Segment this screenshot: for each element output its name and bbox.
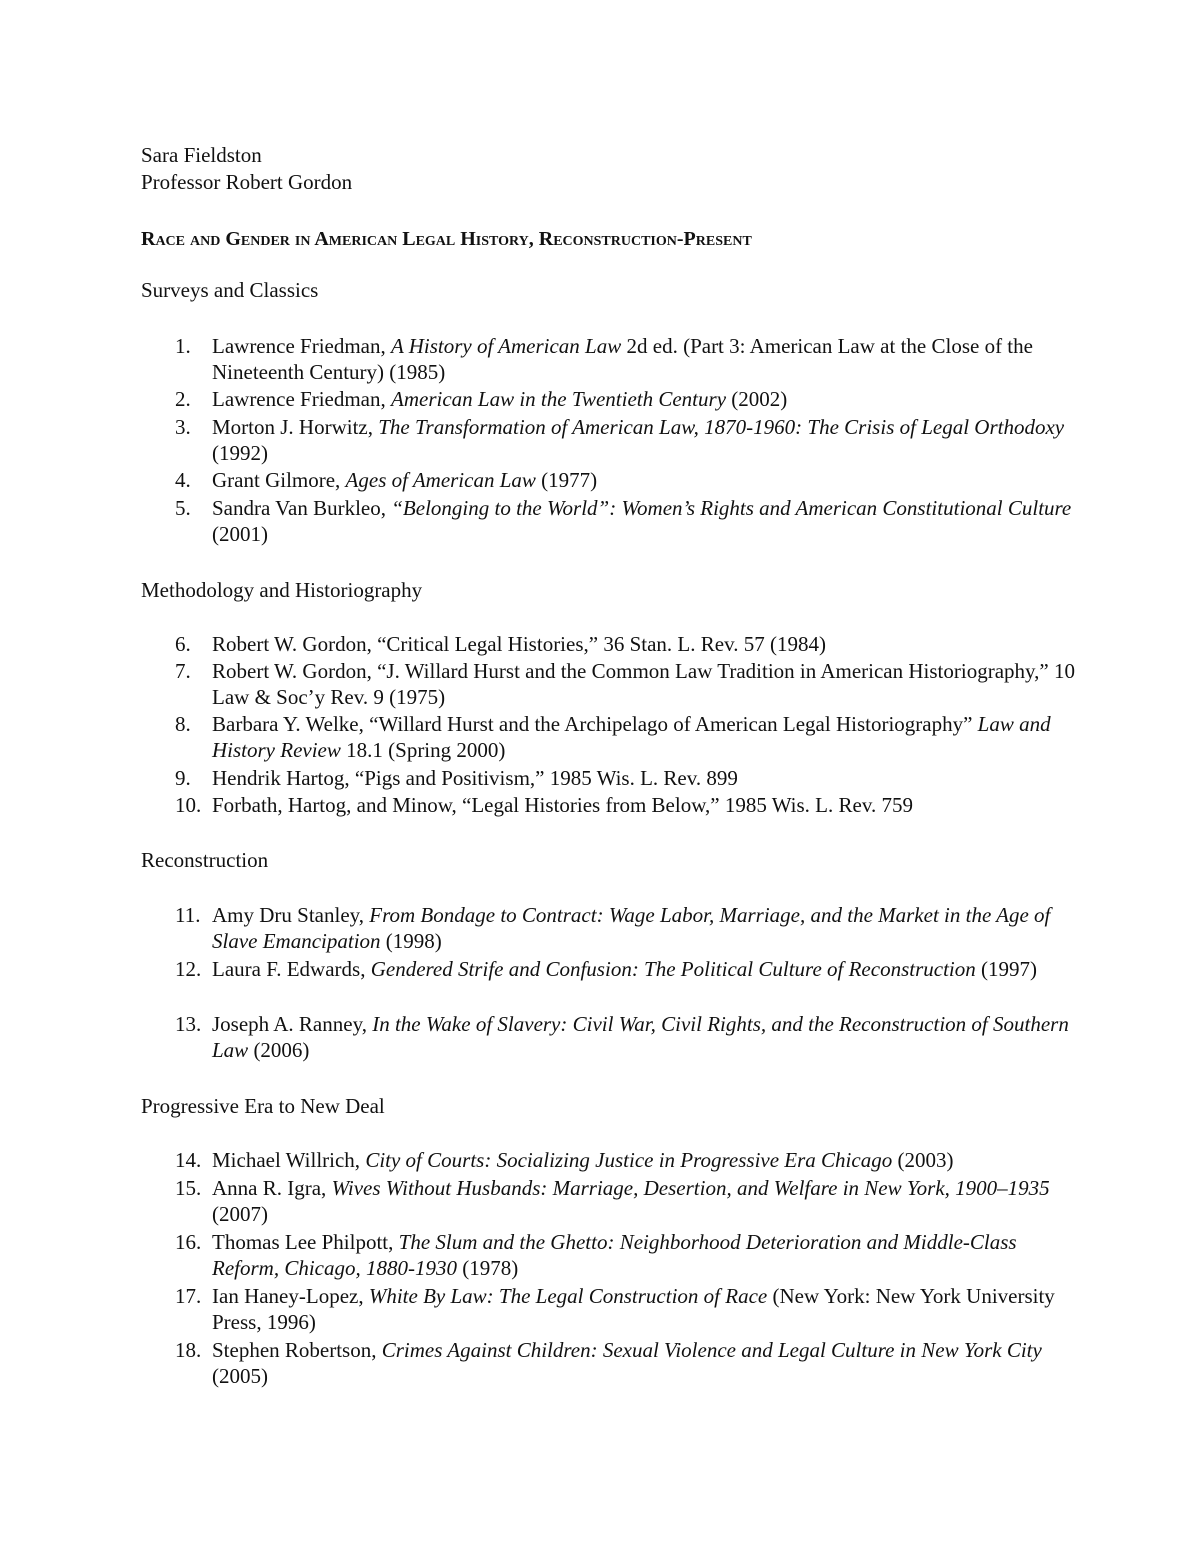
- list-item: [175, 1175, 1075, 1227]
- section-heading-progressive-era: Progressive Era to New Deal: [141, 1094, 385, 1118]
- list-item: [175, 711, 1075, 763]
- section-heading-surveys: Surveys and Classics: [141, 278, 319, 302]
- list-item: [175, 1011, 1075, 1063]
- list-item: [175, 495, 1075, 547]
- page-title: Race and Gender in American Legal History, Reconstruction-Present: [141, 228, 752, 250]
- list-item: [175, 1147, 1075, 1173]
- entry-text: Robert W. Gordon, “Critical Legal Histories,” 36 Stan. L. Rev. 57 (1984): [212, 632, 826, 656]
- entry-text: Amy Dru Stanley, From Bondage to Contract: Wage Labor, Marriage, and the Market in the Age of Slave Emancipation (1998): [212, 903, 1051, 953]
- entry-text: Joseph A. Ranney, In the Wake of Slavery: Civil War, Civil Rights, and the Reconstruction of Southern Law (2006): [212, 1012, 1069, 1062]
- entry-number: 9.: [175, 766, 191, 790]
- entry-number: 10.: [175, 793, 202, 817]
- list-item: [175, 1283, 1075, 1335]
- entry-text: Laura F. Edwards, Gendered Strife and Confusion: The Political Culture of Reconstruction (1997): [212, 957, 1037, 981]
- entry-text: Stephen Robertson, Crimes Against Children: Sexual Violence and Legal Culture in New York City (2005): [212, 1338, 1042, 1388]
- entry-number: 2.: [175, 387, 191, 411]
- list-item: [175, 1337, 1075, 1389]
- entry-text: Sandra Van Burkleo, “Belonging to the World”: Women’s Rights and American Constitutional Culture (2001): [212, 496, 1072, 546]
- list-item: [175, 631, 1075, 657]
- entry-number: 17.: [175, 1284, 202, 1308]
- list-item: [175, 765, 1075, 791]
- section-heading-reconstruction: Reconstruction: [141, 848, 269, 872]
- list-item: [175, 414, 1075, 466]
- entry-number: 6.: [175, 632, 191, 656]
- entry-number: 11.: [175, 903, 201, 927]
- entry-number: 15.: [175, 1176, 202, 1200]
- author-block: [141, 142, 352, 196]
- entry-number: 12.: [175, 957, 202, 981]
- entry-text: Michael Willrich, City of Courts: Socializing Justice in Progressive Era Chicago (2003): [212, 1148, 954, 1172]
- entry-text: Morton J. Horwitz, The Transformation of American Law, 1870-1960: The Crisis of Legal Orthodoxy (1992): [212, 415, 1065, 465]
- list-item: [175, 386, 1075, 412]
- entry-number: 5.: [175, 496, 191, 520]
- entry-number: 3.: [175, 415, 191, 439]
- entry-number: 8.: [175, 712, 191, 736]
- author-name: Sara Fieldston: [141, 143, 262, 167]
- list-item: [175, 1229, 1075, 1281]
- entry-text: Thomas Lee Philpott, The Slum and the Ghetto: Neighborhood Deterioration and Middle-Class Reform, Chicago, 1880-1930 (1978): [212, 1230, 1017, 1280]
- entry-text: Forbath, Hartog, and Minow, “Legal Histories from Below,” 1985 Wis. L. Rev. 759: [212, 793, 913, 817]
- list-item: [175, 956, 1075, 982]
- entry-text: Lawrence Friedman, A History of American Law 2d ed. (Part 3: American Law at the Close of the Nineteenth Century) (1985): [212, 334, 1033, 384]
- entry-number: 16.: [175, 1230, 202, 1254]
- professor-name: Professor Robert Gordon: [141, 170, 353, 194]
- section-heading-methodology: Methodology and Historiography: [141, 578, 423, 602]
- entry-text: Grant Gilmore, Ages of American Law (1977): [212, 468, 598, 492]
- entry-number: 18.: [175, 1338, 202, 1362]
- entry-number: 14.: [175, 1148, 202, 1172]
- list-item: [175, 467, 1075, 493]
- list-item: [175, 902, 1075, 954]
- entry-number: 1.: [175, 334, 191, 358]
- list-item: [175, 658, 1075, 710]
- list-item: [175, 792, 1075, 818]
- entry-number: 4.: [175, 468, 191, 492]
- entry-text: Robert W. Gordon, “J. Willard Hurst and the Common Law Tradition in American Historiography,” 10 Law & Soc’y Rev. 9 (1975): [212, 659, 1075, 709]
- entry-text: Barbara Y. Welke, “Willard Hurst and the Archipelago of American Legal Historiography” Law and History Review 18.1 (Spring 2000): [212, 712, 1051, 762]
- entry-text: Anna R. Igra, Wives Without Husbands: Marriage, Desertion, and Welfare in New York, 1900–1935 (2007): [212, 1176, 1050, 1226]
- entry-text: Hendrik Hartog, “Pigs and Positivism,” 1985 Wis. L. Rev. 899: [212, 766, 738, 790]
- entry-text: Lawrence Friedman, American Law in the Twentieth Century (2002): [212, 387, 788, 411]
- entry-number: 7.: [175, 659, 191, 683]
- list-item: [175, 333, 1075, 385]
- entry-number: 13.: [175, 1012, 202, 1036]
- entry-text: Ian Haney-Lopez, White By Law: The Legal Construction of Race (New York: New York University Press, 1996): [212, 1284, 1055, 1334]
